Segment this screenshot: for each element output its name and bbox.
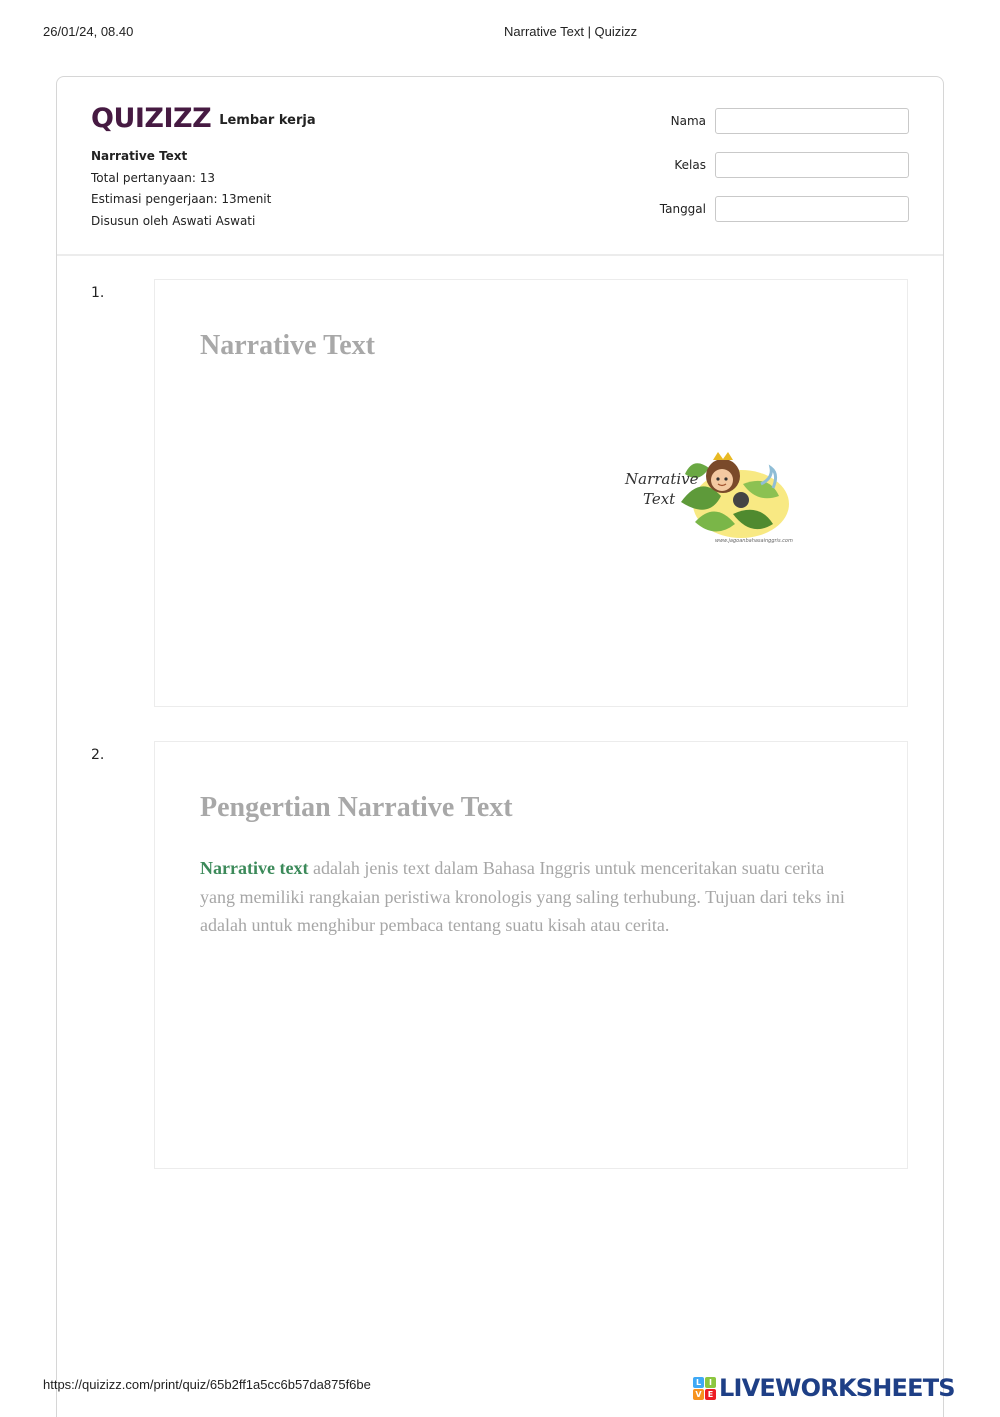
slide-title: Pengertian Narrative Text <box>200 792 513 823</box>
class-label: Kelas <box>674 158 706 172</box>
quizizz-logo: QUIZIZZ <box>91 103 212 134</box>
class-input[interactable] <box>715 152 909 178</box>
quiz-title: Narrative Text <box>91 149 188 163</box>
date-field <box>660 196 909 222</box>
worksheet <box>56 76 944 1417</box>
slide-body <box>200 854 860 940</box>
sheet-type-label: Lembar kerja <box>219 113 316 128</box>
class-field <box>674 152 909 178</box>
illustration-text-line2: Text <box>643 490 676 508</box>
liveworksheets-text: LIVEWORKSHEETS <box>719 1374 955 1402</box>
question-number: 2. <box>91 747 105 763</box>
illustration-text-line1: Narrative <box>625 470 699 488</box>
narrative-text-illustration <box>623 444 795 546</box>
quiz-estimate: Estimasi pengerjaan: 13menit <box>91 192 272 206</box>
question-slide <box>154 279 908 707</box>
print-title: Narrative Text | Quizizz <box>504 24 638 39</box>
brand <box>91 103 316 134</box>
quiz-info <box>91 146 271 232</box>
worksheet-header <box>57 77 943 256</box>
date-label: Tanggal <box>659 202 706 216</box>
question-number: 1. <box>91 285 105 301</box>
illustration-caption: www.jagoanbahasainggris.com <box>715 538 793 544</box>
definition-text: adalah jenis text dalam Bahasa Inggris untuk menceritakan suatu cerita yang memiliki rangkaian peristiwa kronologis yang saling terhubung. Tujuan dari teks ini adalah untuk menghibur pembaca tentang suatu kisah atau cerita. <box>200 858 845 935</box>
highlight-term: Narrative text <box>200 858 309 878</box>
quiz-total-questions: Total pertanyaan: 13 <box>91 170 215 185</box>
question-slide <box>154 741 908 1169</box>
slide-title: Narrative Text <box>200 330 375 361</box>
liveworksheets-logo <box>693 1374 955 1402</box>
print-footer-url: https://quizizz.com/print/quiz/65b2ff1a5cc6b57da875f6be <box>43 1377 371 1392</box>
print-date: 26/01/24, 08.40 <box>43 24 134 39</box>
quiz-author: Disusun oleh Aswati Aswati <box>91 213 256 228</box>
name-input[interactable] <box>715 108 909 134</box>
name-field <box>671 108 909 134</box>
date-input[interactable] <box>715 196 909 222</box>
name-label: Nama <box>670 114 706 128</box>
liveworksheets-icon: L I V E <box>693 1377 716 1400</box>
